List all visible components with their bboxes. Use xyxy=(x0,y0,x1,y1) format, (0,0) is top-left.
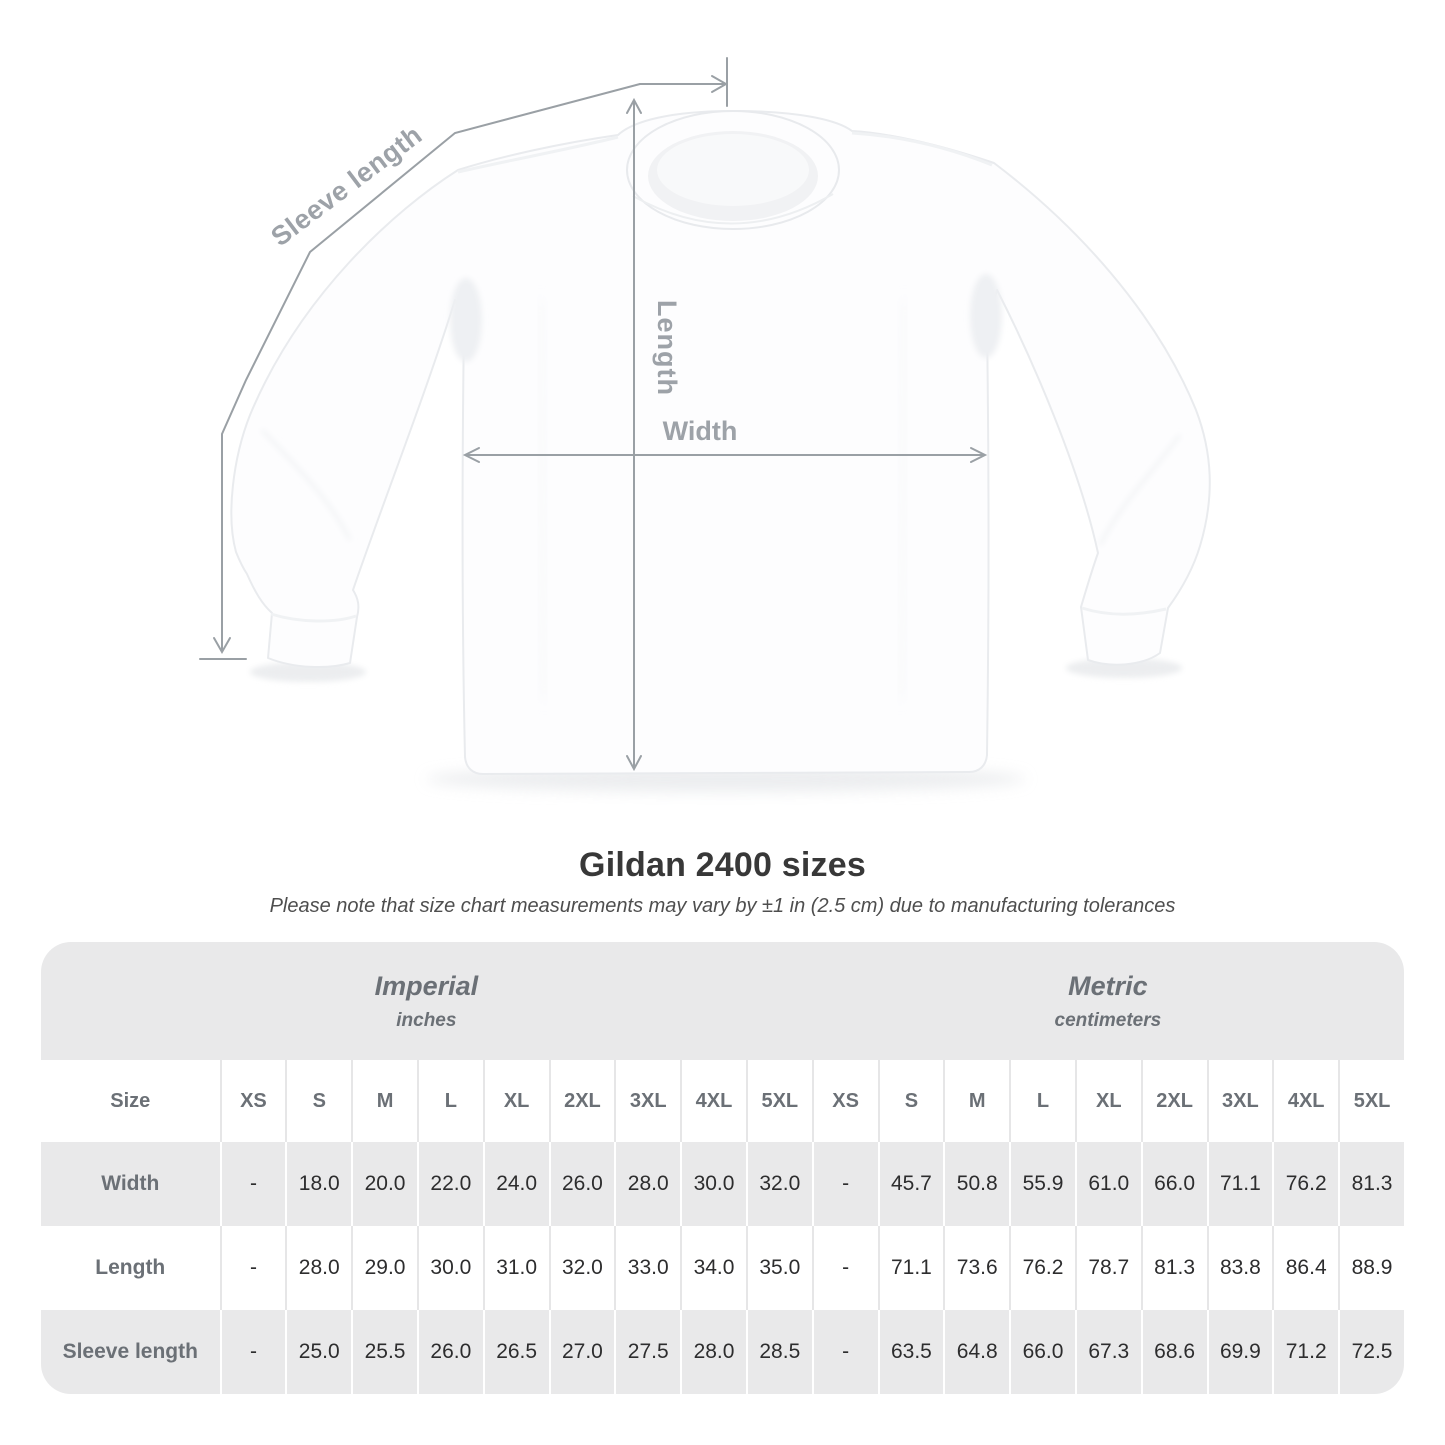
tolerance-note: Please note that size chart measurements may vary by ±1 in (2.5 cm) due to manufacturing tolerances xyxy=(269,895,1176,917)
value-cell: - xyxy=(220,1310,286,1394)
value-cell: 35.0 xyxy=(746,1226,812,1310)
value-cell: 28.0 xyxy=(285,1226,351,1310)
value-cell: - xyxy=(220,1142,286,1226)
value-cell: 76.2 xyxy=(1272,1142,1338,1226)
value-cell: 18.0 xyxy=(285,1142,351,1226)
value-cell: 72.5 xyxy=(1338,1310,1404,1394)
value-cell: 86.4 xyxy=(1272,1226,1338,1310)
col-header: M xyxy=(943,1060,1009,1142)
value-cell: 78.7 xyxy=(1075,1226,1141,1310)
value-cell: 71.1 xyxy=(878,1226,944,1310)
col-header: 2XL xyxy=(1141,1060,1207,1142)
imperial-title: Imperial xyxy=(374,970,479,1001)
value-cell: 30.0 xyxy=(417,1226,483,1310)
value-cell: 28.0 xyxy=(614,1142,680,1226)
value-cell: 27.0 xyxy=(549,1310,615,1394)
col-header: 3XL xyxy=(1207,1060,1273,1142)
col-header: XL xyxy=(483,1060,549,1142)
value-cell: 34.0 xyxy=(680,1226,746,1310)
value-cell: 27.5 xyxy=(614,1310,680,1394)
col-header: S xyxy=(878,1060,944,1142)
value-cell: 32.0 xyxy=(549,1226,615,1310)
size-header-row xyxy=(41,1060,1404,1142)
col-header: L xyxy=(1009,1060,1075,1142)
col-header: S xyxy=(285,1060,351,1142)
value-cell: 26.0 xyxy=(417,1310,483,1394)
sleeve-length-label: Sleeve length xyxy=(265,119,428,253)
value-cell: 28.0 xyxy=(680,1310,746,1394)
value-cell: 67.3 xyxy=(1075,1310,1141,1394)
imperial-header xyxy=(41,942,812,1060)
imperial-unit: inches xyxy=(396,1009,457,1031)
table-row-length xyxy=(41,1226,1404,1310)
col-header: 5XL xyxy=(746,1060,812,1142)
page-title: Gildan 2400 sizes xyxy=(579,846,866,884)
value-cell: - xyxy=(220,1226,286,1310)
value-cell: 25.0 xyxy=(285,1310,351,1394)
value-cell: 81.3 xyxy=(1141,1226,1207,1310)
col-header: 2XL xyxy=(549,1060,615,1142)
length-label: Length xyxy=(652,300,682,396)
unit-header-row xyxy=(41,942,1404,1060)
value-cell: 64.8 xyxy=(943,1310,1009,1394)
collar xyxy=(627,111,839,229)
heading-block xyxy=(0,846,1445,918)
col-header: L xyxy=(417,1060,483,1142)
value-cell: 29.0 xyxy=(351,1226,417,1310)
value-cell: 68.6 xyxy=(1141,1310,1207,1394)
col-header: 4XL xyxy=(680,1060,746,1142)
value-cell: 22.0 xyxy=(417,1142,483,1226)
table-row-width xyxy=(41,1142,1404,1226)
row-label-width: Width xyxy=(41,1142,220,1226)
value-cell: - xyxy=(812,1310,878,1394)
value-cell: 83.8 xyxy=(1207,1226,1273,1310)
row-label-sleeve-length: Sleeve length xyxy=(41,1310,220,1394)
metric-header xyxy=(812,942,1404,1060)
value-cell: 25.5 xyxy=(351,1310,417,1394)
col-header: XL xyxy=(1075,1060,1141,1142)
value-cell: 26.5 xyxy=(483,1310,549,1394)
value-cell: 76.2 xyxy=(1009,1226,1075,1310)
row-label-length: Length xyxy=(41,1226,220,1310)
value-cell: 31.0 xyxy=(483,1226,549,1310)
value-cell: 20.0 xyxy=(351,1142,417,1226)
col-header: XS xyxy=(812,1060,878,1142)
value-cell: 33.0 xyxy=(614,1226,680,1310)
width-label: Width xyxy=(662,416,738,446)
col-header: 5XL xyxy=(1338,1060,1404,1142)
value-cell: 61.0 xyxy=(1075,1142,1141,1226)
value-cell: - xyxy=(812,1226,878,1310)
value-cell: 63.5 xyxy=(878,1310,944,1394)
value-cell: 71.1 xyxy=(1207,1142,1273,1226)
value-cell: 28.5 xyxy=(746,1310,812,1394)
value-cell: 32.0 xyxy=(746,1142,812,1226)
col-header: M xyxy=(351,1060,417,1142)
col-header: XS xyxy=(220,1060,286,1142)
table-row-sleeve-length xyxy=(41,1310,1404,1394)
value-cell: 69.9 xyxy=(1207,1310,1273,1394)
value-cell: 71.2 xyxy=(1272,1310,1338,1394)
metric-title: Metric xyxy=(1068,970,1148,1001)
value-cell: 30.0 xyxy=(680,1142,746,1226)
value-cell: 50.8 xyxy=(943,1142,1009,1226)
value-cell: - xyxy=(812,1142,878,1226)
size-header-label: Size xyxy=(41,1060,220,1142)
size-table xyxy=(41,942,1404,1394)
value-cell: 24.0 xyxy=(483,1142,549,1226)
value-cell: 81.3 xyxy=(1338,1142,1404,1226)
value-cell: 45.7 xyxy=(878,1142,944,1226)
col-header: 4XL xyxy=(1272,1060,1338,1142)
value-cell: 66.0 xyxy=(1141,1142,1207,1226)
value-cell: 26.0 xyxy=(549,1142,615,1226)
value-cell: 55.9 xyxy=(1009,1142,1075,1226)
metric-unit: centimeters xyxy=(1054,1009,1162,1031)
value-cell: 88.9 xyxy=(1338,1226,1404,1310)
value-cell: 66.0 xyxy=(1009,1310,1075,1394)
col-header: 3XL xyxy=(614,1060,680,1142)
value-cell: 73.6 xyxy=(943,1226,1009,1310)
